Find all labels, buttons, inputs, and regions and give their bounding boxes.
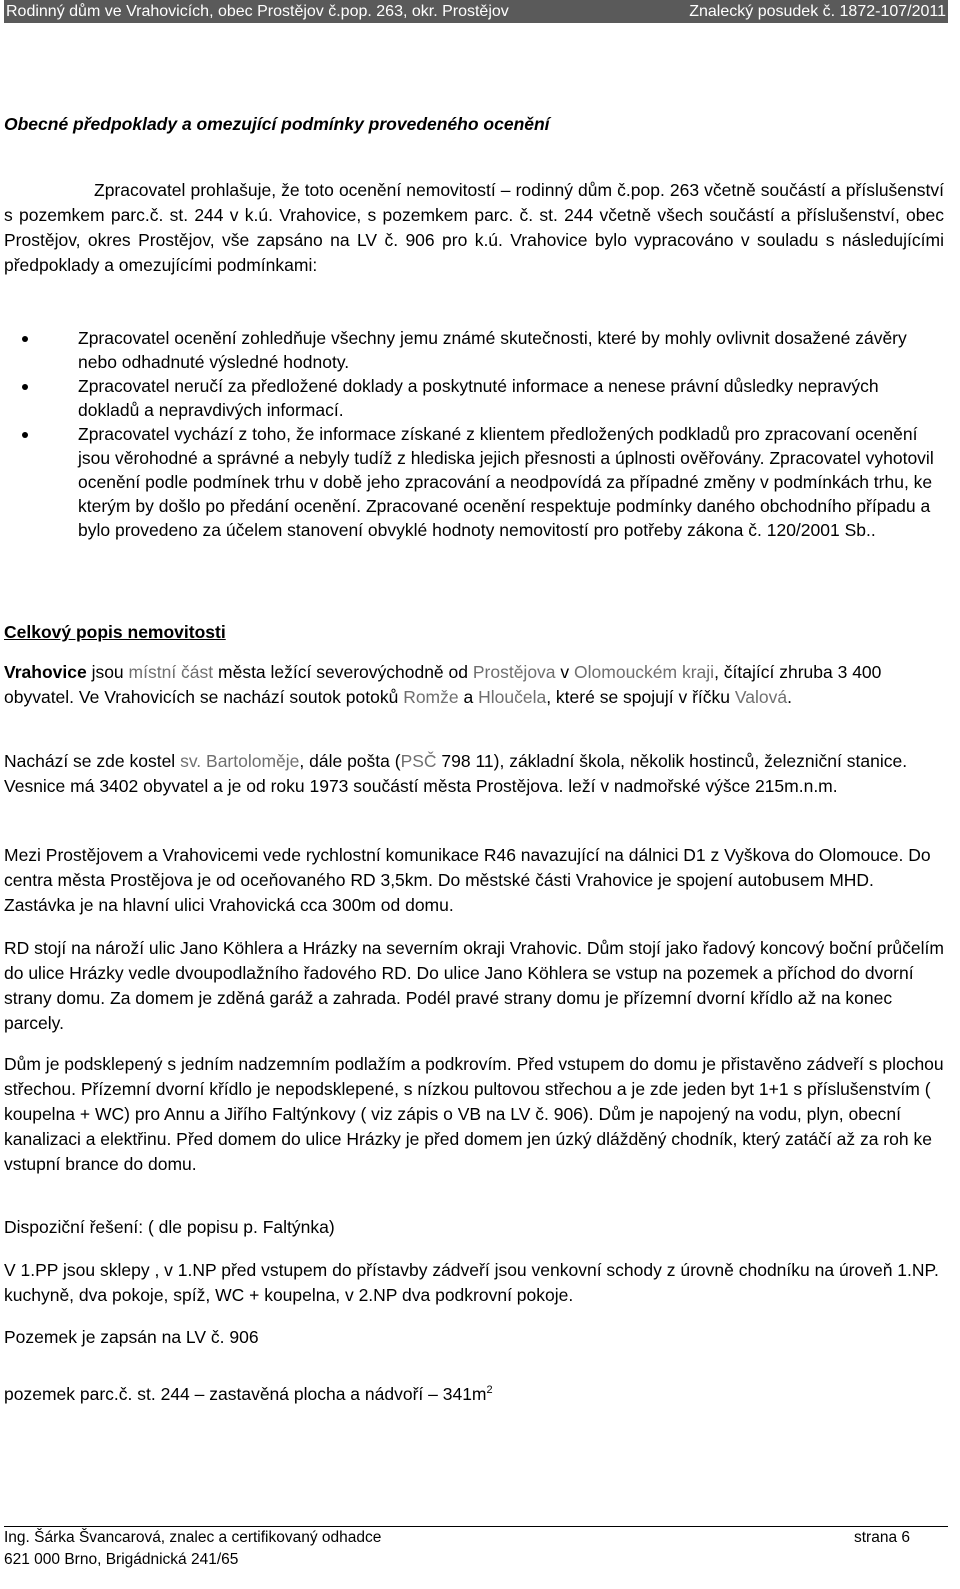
intro-text: Zpracovatel prohlašuje, že toto ocenění nemovitostí – rodinný dům č.pop. 263 včetně součástí a příslušenství s pozemkem parc.č. st. 244 v k.ú. Vrahovice, s pozemkem parc. č. st. 244 včetně všech součástí a příslušenství, obec Prostějov, okres Prostějov, vše zapsáno na LV č. 906 pro k.ú. Vrahovice bylo vypracováno v souladu s následujícími předpoklady a omezujícími podmínkami: [4,180,944,275]
link-text[interactable]: PSČ [400,751,437,771]
paragraph-transport: Mezi Prostějovem a Vrahovicemi vede rychlostní komunikace R46 navazující na dálnici D1 z Vyškova do Olomouce. Do centra města Prostějova je od oceňovaného RD 3,5km. Do městské části Vrahovice je spojení autobusem MHD. Zastávka je na hlavní ulici Vrahovická cca 300m od domu. [4,845,931,915]
conditions-list [22,326,944,542]
paragraph-layout-title: Dispoziční řešení: ( dle popisu p. Faltýnka) [4,1217,335,1237]
link-text[interactable]: Romže [403,687,459,707]
header-left: Rodinný dům ve Vrahovicích, obec Prostějov č.pop. 263, okr. Prostějov [6,3,509,20]
paragraph-position: RD stojí na nároží ulic Jano Köhlera a Hrázky na severním okraji Vrahovic. Dům stojí jako řadový koncový boční průčelím do ulice Hrázky vedle dvoupodlažního řadového RD. Do ulice Jano Köhlera se vstup na pozemek a příchod do dvorní strany domu. Za domem je zděná garáž a zahrada. Podél pravé strany domu je přízemní dvorní křídlo až na konec parcely. [4,938,944,1033]
list-item: Zpracovatel vychází z toho, že informace získané z klientem předložených podkladů pro zpracovaní ocenění jsou věrohodné a správné a nebyly tudíž z hlediska jejich přesnosti a úplnosti ověřovány. Zpracovatel vyhotovil ocenění podle podmínek trhu v době jeho zpracování a neodpovídá za případné změny v podmínkách trhu, ke kterým by došlo po předání ocenění. Zpracované ocenění respektuje podmínky daného obchodního případu a bylo provedeno za účelem stanovení obvyklé hodnoty nemovitostí pro potřeby zákona č. 120/2001 Sb.. [22,422,944,542]
section-title: Obecné předpoklady a omezující podmínky provedeného ocenění [4,114,550,134]
bullet-icon [22,432,28,438]
paragraph-amenities: Nachází se zde kostel sv. Bartoloměje, dále pošta (PSČ 798 11), základní škola, několik hostinců, železniční stanice. Vesnice má 3402 obyvatel a je od roku 1973 součástí města Prostějova. leží v nadmořské výšce 215m.n.m. [4,751,908,796]
intro-paragraph [4,178,944,278]
link-text[interactable]: Valová [734,687,788,707]
list-item: Zpracovatel neručí za předložené doklady a poskytnuté informace a nenese právní důsledky nepravých dokladů a nepravdivých informací. [22,374,944,422]
list-item: Zpracovatel ocenění zohledňuje všechny jemu známé skutečnosti, které by mohly ovlivnit dosažené závěry nebo odhadnuté výsledné hodnoty. [22,326,944,374]
paragraph-location: Vrahovice jsou místní část města ležící severovýchodně od Prostějova v Olomouckém kraji, čítající zhruba 3 400 obyvatel. Ve Vrahovicích se nachází soutok potoků Romže a Hloučela, které se spojují v říčku Valová. [4,662,882,707]
page-footer [4,1526,948,1571]
link-text[interactable]: Hloučela [478,687,547,707]
bullet-icon [22,336,28,342]
page-header [4,0,948,23]
bullet-icon [22,384,28,390]
paragraph-construction: Dům je podsklepený s jedním nadzemním podlažím a podkrovím. Před vstupem do domu je přistavěno zádveří s plochou střechou. Přízemní dvorní křídlo je nepodsklepené, s nízkou pultovou střechou a je zde jeden byt 1+1 s příslušenstvím ( koupelna + WC) pro Annu a Jiřího Faltýnkovy ( viz zápis o VB na LV č. 906). Dům je napojený na vodu, plyn, obecní kanalizaci a elektřinu. Před domem do ulice Hrázky je před domem jen úzký dlážděný chodník, který zatáčí až za roh ke vstupní brance do domu. [4,1054,944,1174]
header-right: Znalecký posudek č. 1872-107/2011 [689,3,946,20]
paragraph-layout: V 1.PP jsou sklepy , v 1.NP před vstupem do přístavby zádveří jsou venkovní schody z úrovně chodníku na úroveň 1.NP. kuchyně, dva pokoje, spíž, WC + koupelna, v 2.NP dva podkrovní pokoje. [4,1260,939,1305]
link-text[interactable]: sv. [180,751,202,771]
paragraph-land-register: Pozemek je zapsán na LV č. 906 [4,1327,259,1347]
link-text[interactable]: Prostějova [472,662,556,682]
page-number: strana 6 [853,1529,910,1546]
link-text[interactable]: Olomouckém kraji [574,662,715,682]
section2-title: Celkový popis nemovitosti [4,622,226,642]
paragraph-plot: pozemek parc.č. st. 244 – zastavěná plocha a nádvoří – $341m^2$ [4,1383,493,1404]
link-text[interactable]: místní část [128,662,214,682]
footer-address: 621 000 Brno, Brigádnická 241/65 [4,1551,239,1568]
footer-author: Ing. Šárka Švancarová, znalec a certifikovaný odhadce [4,1529,382,1546]
link-text[interactable]: Bartoloměje [206,751,300,771]
